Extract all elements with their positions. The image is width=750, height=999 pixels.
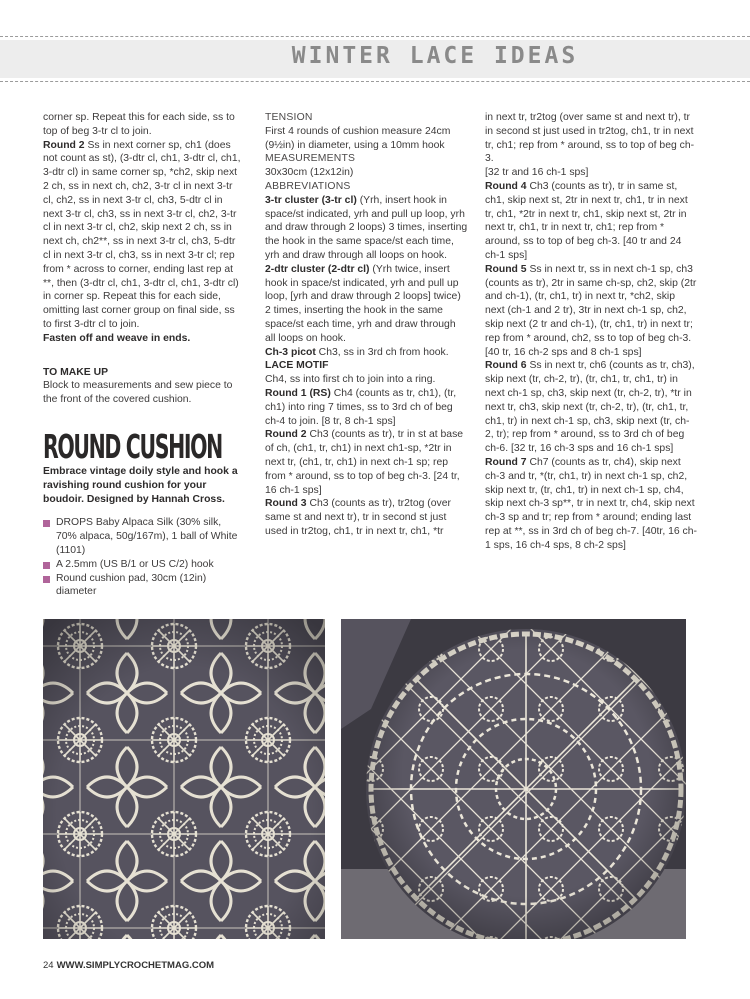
round-text: Ch3 (counts as tr), tr in st at base of ch, (ch1, tr, ch1) in next ch1-sp, *2tr in next tr, (ch1, tr, ch1) in next ch-1 sp; rep from * around, ss to top of beg ch-3. [24 tr, 16 ch-1 sps] <box>265 429 464 496</box>
make-up-text: Block to measurements and sew piece to the front of the covered cushion. <box>43 380 233 406</box>
measurements-text: 30x30cm (12x12in) <box>265 167 354 179</box>
round-paragraph <box>485 180 697 263</box>
round-paragraph <box>265 428 468 497</box>
round-text: Ch3 (counts as tr), tr2tog (over same st and next tr), tr in second st just used in tr2tog, ch1, tr in next tr, ch1, *tr <box>265 498 451 537</box>
round-paragraph <box>265 387 468 428</box>
column-3 <box>485 111 697 553</box>
round-text: Ch7 (counts as tr, ch4), skip next ch-3 and tr, *(tr, ch1, tr) in next ch-1 sp, ch2, skip next tr, (tr, ch1, tr) in next ch-1 sp, ch4, skip next ch-3 sp**, tr in next tr, ch4, skip next ch-3 sp and tr; rep from * around; ending last rep at **, ss in 3rd ch of beg ch-7. [40tr, 16 ch-1 sps, 16 ch-4 sps, 8 ch-2 sps] <box>485 456 697 551</box>
abbreviation-definition: Ch3, ss in 3rd ch from hook. <box>315 346 449 358</box>
round-text: Ss in next tr, ss in next ch-1 sp, ch3 (counts as tr), 2tr in same ch-sp, ch2, skip (2tr and ch-1), (tr, ch1, tr) in next tr, *ch2, skip next (ch-1 and 2 tr), 3tr in next ch-1 sp, ch2, skip next (2 tr and ch-1), (tr, ch1, tr) in next tr; rep from * around, ch2, ss to top of beg ch-3. [40 tr, 16 ch-2 sps and 8 ch-1 sps] <box>485 263 697 358</box>
materials-item: DROPS Baby Alpaca Silk (30% silk, 70% alpaca, 50g/167m), 1 ball of White (1101) <box>43 516 243 557</box>
footer-website: WWW.SIMPLYCROCHETMAG.COM <box>56 960 215 971</box>
round-2-text: Ss in next corner sp, ch1 (does not count as st), (3-dtr cl, ch1, 3-dtr cl, ch1, 3-dtr cl) in same corner sp, *ch2, skip next 2 ch, ss in next ch, ch2, 3-tr cl in next 3-tr cl, ch2, ss in next 3-tr cl, ch3, 5-dtr cl in next 3-tr cl, ch3, ss in next 3-tr cl, ch2, 3-tr cl in next 3-tr cl, ch2, skip next 2 ch, ss in next ch, ch2**, ss in next 3-tr cl, ch3, 5-dtr cl in next 3-tr cl, ch3, ss in next 3-tr cl; rep from * across to corner, ending last rep at **, then (3-dtr cl, ch1, 3-dtr cl, ch1, 3-dtr cl) in corner sp. Repeat this for each side, omitting last corner group on final side, ss to first 3-dtr cl to join. <box>43 139 241 330</box>
round-2-label: Round 2 <box>43 139 85 151</box>
abbreviation-term: Ch-3 picot <box>265 346 316 358</box>
header-dashed-rule <box>0 81 750 82</box>
column-2 <box>265 111 468 539</box>
square-cushion-illustration <box>43 619 325 939</box>
round-label: Round 4 <box>485 180 527 192</box>
abbreviations-heading: ABBREVIATIONS <box>265 180 351 192</box>
page-footer <box>43 960 214 971</box>
round-label: Round 6 <box>485 360 527 372</box>
round-label: Round 5 <box>485 263 527 275</box>
page-number: 24 <box>43 960 54 971</box>
round-paragraph <box>485 359 697 456</box>
fasten-off-text: Fasten off and weave in ends. <box>43 332 191 344</box>
round-paragraph <box>485 263 697 360</box>
lace-motif-intro: Ch4, ss into first ch to join into a ring. <box>265 374 436 386</box>
abbreviation-definition: (Yrh twice, insert hook in space/st indicated, yrh and pull up loop, [yrh and draw through 2 loops] twice) 2 times, inserting the hook in the same space/st each time, yrh and draw through all loops on hook. <box>265 263 461 344</box>
abbreviation-definition: (Yrh, insert hook in space/st indicated, yrh and pull up loop, yrh and draw through 2 loops) 3 times, inserting the hook in the same space/st each time, yrh and draw through all loops on hook. <box>265 194 468 261</box>
page-header-title: WINTER LACE IDEAS <box>291 43 579 69</box>
tension-heading: TENSION <box>265 112 313 123</box>
round-paragraph <box>485 456 697 553</box>
round-label: Round 7 <box>485 456 527 468</box>
abbreviation-entry <box>265 263 468 346</box>
round-paragraph <box>265 497 468 538</box>
column-1 <box>43 111 243 599</box>
round-cushion-photo <box>341 619 686 939</box>
paragraph-continued: corner sp. Repeat this for each side, ss to top of beg 3-tr cl to join. <box>43 112 235 137</box>
abbreviation-term: 3-tr cluster (3-tr cl) <box>265 194 357 206</box>
round-text: Ch3 (counts as tr), tr in same st, ch1, skip next st, 2tr in next tr, ch1, tr in next tr, ch1, *2tr in next tr, ch1, skip next st, 2tr in next tr, ch1, tr in next tr, ch1; rep from * around, ss to top of beg ch-3. [40 tr and 24 ch-1 sps] <box>485 180 688 261</box>
materials-item: Round cushion pad, 30cm (12in) diameter <box>43 572 243 600</box>
materials-item: A 2.5mm (US B/1 or US C/2) hook <box>43 558 243 572</box>
abbreviation-entry <box>265 194 468 263</box>
measurements-heading: MEASUREMENTS <box>265 153 356 165</box>
make-up-heading: TO MAKE UP <box>43 366 109 378</box>
round-cushion-illustration <box>341 619 686 939</box>
round-label: Round 3 <box>265 498 307 510</box>
round-text: Ch4 (counts as tr, ch1), (tr, ch1) into ring 7 times, ss to 3rd ch of beg ch-4 to join. [8 tr, 8 ch-1 sps] <box>265 387 457 427</box>
round-label: Round 2 <box>265 429 307 441</box>
round-3-continued: in next tr, tr2tog (over same st and next tr), tr in second st just used in tr2tog, ch1, tr in next tr, ch1; rep from * around, ss to top of beg ch-3. <box>485 112 695 165</box>
pattern-title: ROUND CUSHION <box>43 426 222 466</box>
abbreviation-entry <box>265 346 468 360</box>
pattern-intro: Embrace vintage doily style and hook a ravishing round cushion for your boudoir. Designed by Hannah Cross. <box>43 465 238 505</box>
square-cushion-photo <box>43 619 325 939</box>
lace-motif-heading: LACE MOTIF <box>265 360 329 372</box>
materials-list <box>43 516 243 599</box>
round-text: Ss in next tr, ch6 (counts as tr, ch3), skip next (tr, ch-2, tr), (tr, ch1, tr, ch1, tr) in next ch-1 sp, ch3, skip next (tr, ch-2, tr), *tr in next tr, ch3, skip next (tr, ch-2, tr), (tr, ch1, tr, ch1, tr) in next ch-1 sp, ch3, skip next (tr, ch-2, tr); rep from * around, ss to 3rd ch of beg ch-6. [32 tr, 16 ch-3 sps and 16 ch-1 sps] <box>485 360 695 455</box>
abbreviation-term: 2-dtr cluster (2-dtr cl) <box>265 263 370 275</box>
round-3-stitch-count: [32 tr and 16 ch-1 sps] <box>485 167 589 179</box>
top-dashed-rule <box>0 36 750 37</box>
round-label: Round 1 (RS) <box>265 387 331 399</box>
tension-text: First 4 rounds of cushion measure 24cm (9½in) in diameter, using a 10mm hook <box>265 125 451 151</box>
round-2-paragraph <box>43 139 243 332</box>
